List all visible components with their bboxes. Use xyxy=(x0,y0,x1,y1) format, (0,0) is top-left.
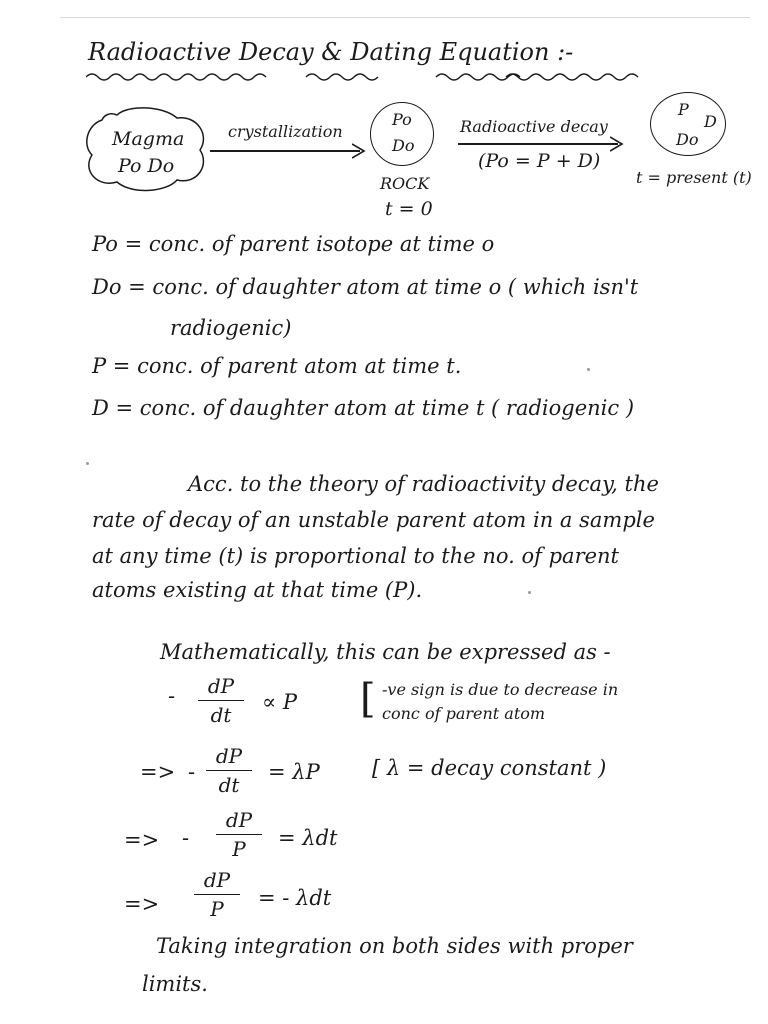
eq2-implies: => xyxy=(140,760,176,784)
arrow-head-icon xyxy=(610,136,624,152)
eq1-denominator: dt xyxy=(210,703,232,727)
decay-equation: (Po = P + D) xyxy=(478,150,601,172)
eq4-rhs: = - λdt xyxy=(258,886,332,910)
paragraph-line-2: rate of decay of an unstable parent atom in a sample xyxy=(92,508,655,532)
top-rule xyxy=(60,17,750,18)
eq1-bracket: [ xyxy=(360,676,376,722)
fraction-bar xyxy=(194,894,240,895)
final-do: Do xyxy=(676,130,699,149)
eq3-rhs: = λdt xyxy=(278,826,338,850)
definition-do-cont: radiogenic) xyxy=(170,316,292,340)
fraction-bar xyxy=(206,770,252,771)
paragraph-line-3: at any time (t) is proportional to the no. of parent xyxy=(92,544,619,568)
eq3-implies: => xyxy=(124,828,160,852)
rock-time: t = 0 xyxy=(385,198,433,220)
definition-do: Do = conc. of daughter atom at time o ( which isn't xyxy=(92,275,639,299)
eq3-minus: - xyxy=(182,826,190,850)
fraction-bar xyxy=(198,700,244,701)
eq4-denominator: P xyxy=(210,897,224,921)
scan-speck xyxy=(86,462,89,465)
eq4-numerator: dP xyxy=(203,868,231,892)
crystallization-label: crystallization xyxy=(228,122,343,141)
magma-label: Magma xyxy=(112,128,185,150)
eq1-proportional: ∝ P xyxy=(262,690,298,714)
eq3-denominator: P xyxy=(232,837,246,861)
fraction-bar xyxy=(216,834,262,835)
closing-line-1: Taking integration on both sides with proper xyxy=(156,934,633,958)
definition-d: D = conc. of daughter atom at time t ( radiogenic ) xyxy=(92,396,635,420)
eq4-implies: => xyxy=(124,892,160,916)
rock-do: Do xyxy=(392,136,415,155)
magma-contents: Po Do xyxy=(118,155,175,177)
decay-label: Radioactive decay xyxy=(460,117,608,136)
eq3-fraction xyxy=(216,808,262,861)
definition-po: Po = conc. of parent isotope at time o xyxy=(92,232,495,256)
title-underline xyxy=(86,70,646,84)
eq2-rhs: = λP xyxy=(268,760,320,784)
crystallization-arrow xyxy=(210,150,360,152)
eq2-note: [ λ = decay constant ) xyxy=(372,756,607,780)
eq1-fraction xyxy=(198,674,244,727)
eq4-fraction xyxy=(194,868,240,921)
final-p: P xyxy=(678,100,689,119)
eq2-fraction xyxy=(206,744,252,797)
scan-speck xyxy=(587,368,590,371)
rock-label: ROCK xyxy=(380,174,430,193)
eq3-numerator: dP xyxy=(225,808,253,832)
eq1-numerator: dP xyxy=(207,674,235,698)
arrow-head-icon xyxy=(352,143,366,159)
eq1-note-line-1: -ve sign is due to decrease in xyxy=(382,680,619,699)
closing-line-2: limits. xyxy=(142,972,208,996)
eq2-minus: - xyxy=(188,760,196,784)
final-d: D xyxy=(704,112,717,131)
paragraph-line-1: Acc. to the theory of radioactivity decay, the xyxy=(188,472,659,496)
scan-speck xyxy=(528,591,531,594)
page-title: Radioactive Decay & Dating Equation :- xyxy=(88,38,574,66)
definition-p: P = conc. of parent atom at time t. xyxy=(92,354,462,378)
eq2-numerator: dP xyxy=(215,744,243,768)
rock-po: Po xyxy=(392,110,412,129)
paragraph-line-4: atoms existing at that time (P). xyxy=(92,578,423,602)
present-time: t = present (t) xyxy=(636,168,752,187)
decay-arrow xyxy=(458,143,618,145)
eq1-note-line-2: conc of parent atom xyxy=(382,704,546,723)
eq1-minus: - xyxy=(168,684,176,708)
eq2-denominator: dt xyxy=(218,773,240,797)
math-intro: Mathematically, this can be expressed as - xyxy=(160,640,611,664)
